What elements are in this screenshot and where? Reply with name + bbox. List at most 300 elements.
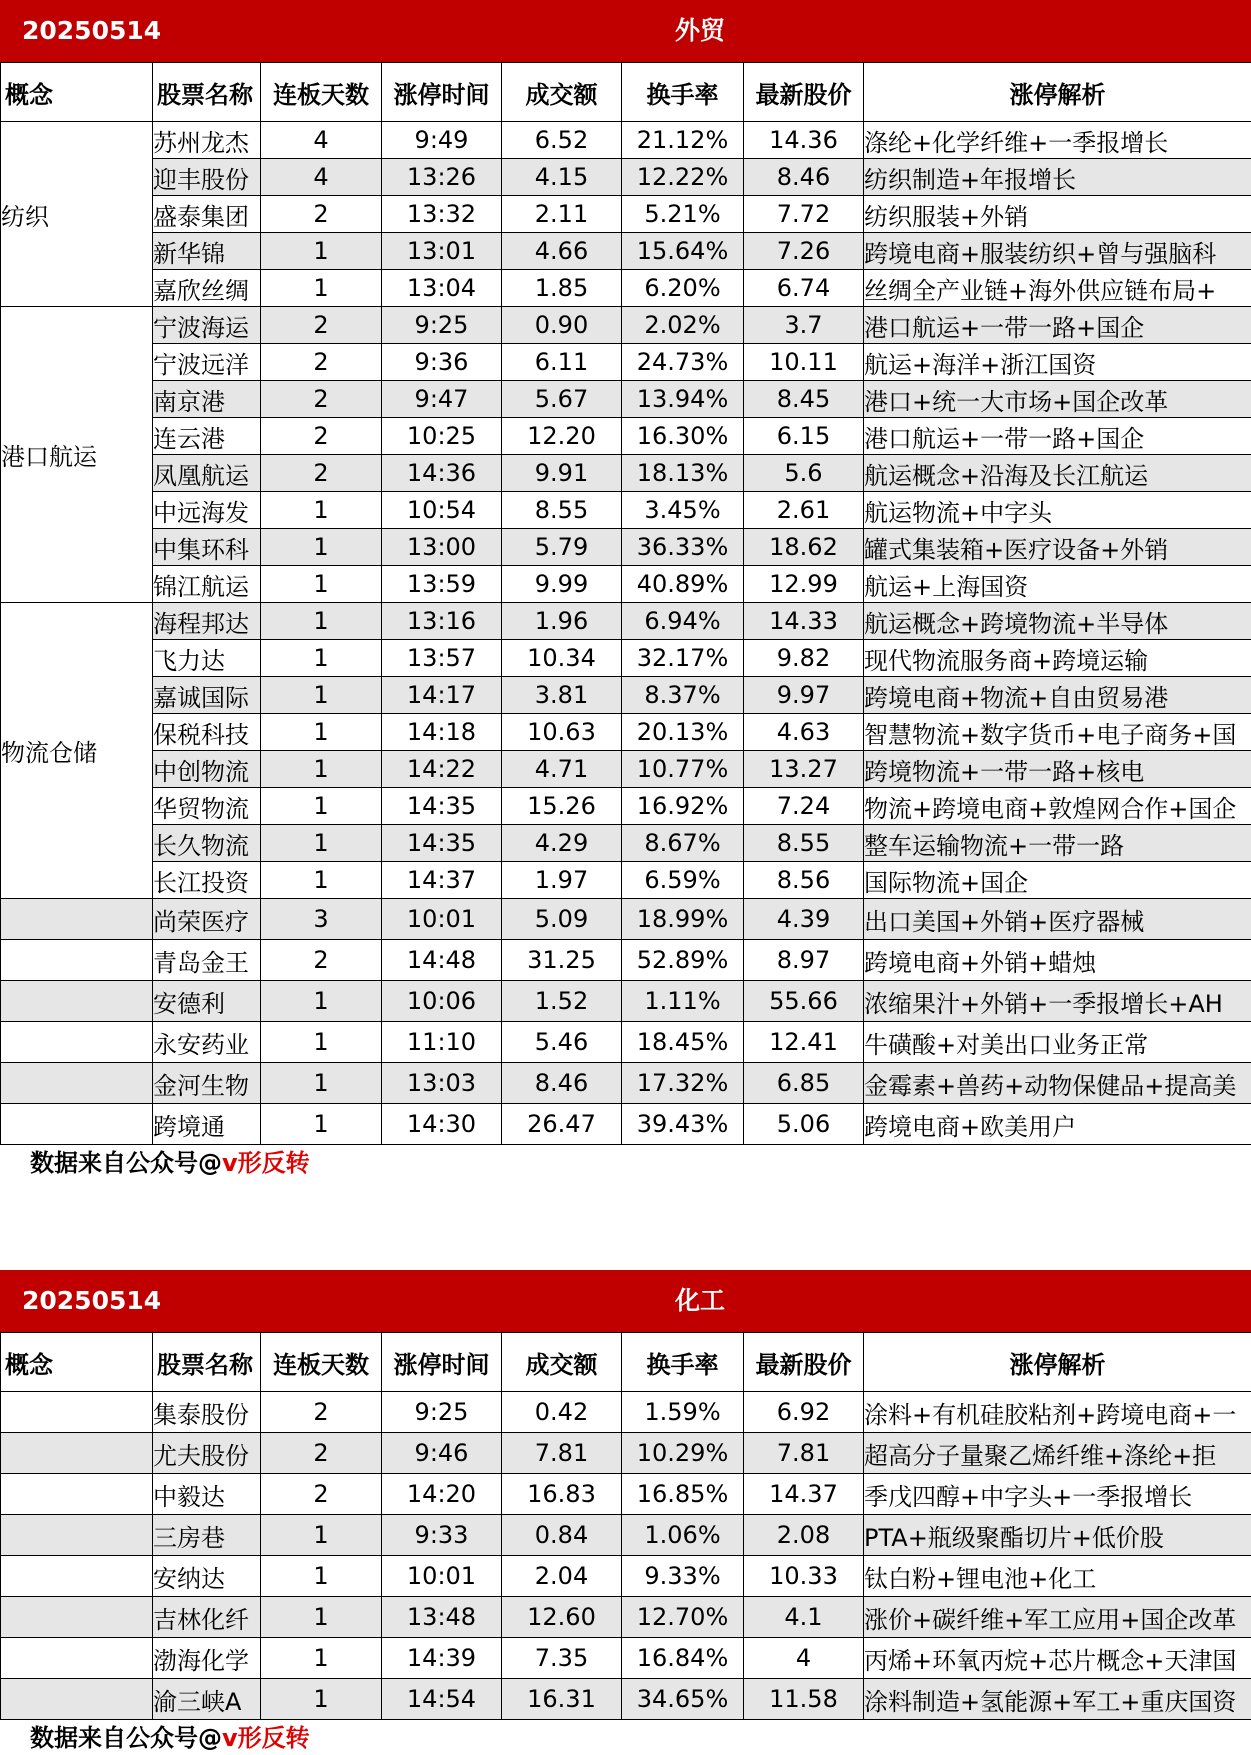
limit-time: 13:00 [382, 529, 502, 566]
table-row [1, 1104, 1251, 1145]
table-row [1, 233, 1251, 270]
limit-time: 14:35 [382, 825, 502, 862]
latest-price: 7.24 [744, 788, 864, 825]
limit-days: 1 [261, 233, 382, 270]
column-header: 连板天数 [261, 63, 382, 122]
turnover-amount: 4.71 [502, 751, 622, 788]
concept-cell [1, 981, 153, 1022]
limit-time: 14:18 [382, 714, 502, 751]
turnover-amount: 2.04 [502, 1556, 622, 1597]
limit-time: 14:54 [382, 1679, 502, 1720]
limit-time: 14:22 [382, 751, 502, 788]
table-row [1, 307, 1251, 344]
table-header-row [1, 1333, 1251, 1392]
limit-analysis: 港口航运+一带一路+国企 [864, 418, 1251, 455]
latest-price: 7.81 [744, 1433, 864, 1474]
limit-time: 9:47 [382, 381, 502, 418]
limit-time: 14:36 [382, 455, 502, 492]
latest-price: 8.97 [744, 940, 864, 981]
limit-analysis: 跨境电商+欧美用户 [864, 1104, 1251, 1145]
limit-time: 14:39 [382, 1638, 502, 1679]
turnover-rate: 32.17% [622, 640, 744, 677]
latest-price: 11.58 [744, 1679, 864, 1720]
turnover-rate: 6.59% [622, 862, 744, 899]
table-row [1, 1638, 1251, 1679]
section-title-bar [0, 1270, 1251, 1332]
limit-analysis: 金霉素+兽药+动物保健品+提高美 [864, 1063, 1251, 1104]
column-header: 涨停解析 [864, 1333, 1251, 1392]
limit-time: 13:57 [382, 640, 502, 677]
latest-price: 13.27 [744, 751, 864, 788]
table-row [1, 788, 1251, 825]
turnover-amount: 10.63 [502, 714, 622, 751]
stock-name: 吉林化纤 [153, 1597, 261, 1638]
limit-days: 1 [261, 1515, 382, 1556]
stock-name: 保税科技 [153, 714, 261, 751]
concept-cell [1, 1638, 153, 1679]
table-row [1, 1022, 1251, 1063]
stock-name: 长久物流 [153, 825, 261, 862]
table-row [1, 899, 1251, 940]
limit-analysis: 超高分子量聚乙烯纤维+涤纶+拒 [864, 1433, 1251, 1474]
limit-days: 2 [261, 344, 382, 381]
limit-analysis: 跨境电商+外销+蜡烛 [864, 940, 1251, 981]
limit-time: 9:25 [382, 307, 502, 344]
concept-cell [1, 1104, 153, 1145]
limit-days: 1 [261, 1556, 382, 1597]
turnover-amount: 5.46 [502, 1022, 622, 1063]
limit-analysis: 国际物流+国企 [864, 862, 1251, 899]
limit-analysis: PTA+瓶级聚酯切片+低价股 [864, 1515, 1251, 1556]
limit-days: 1 [261, 1022, 382, 1063]
limit-time: 14:30 [382, 1104, 502, 1145]
latest-price: 10.11 [744, 344, 864, 381]
table-row [1, 940, 1251, 981]
latest-price: 4.39 [744, 899, 864, 940]
stock-name: 渤海化学 [153, 1638, 261, 1679]
turnover-amount: 4.29 [502, 825, 622, 862]
limit-analysis: 丝绸全产业链+海外供应链布局+ [864, 270, 1251, 307]
concept-cell [1, 1556, 153, 1597]
stock-name: 新华锦 [153, 233, 261, 270]
limit-analysis: 物流+跨境电商+敦煌网合作+国企 [864, 788, 1251, 825]
limit-time: 9:33 [382, 1515, 502, 1556]
stock-name: 飞力达 [153, 640, 261, 677]
stock-name: 嘉欣丝绸 [153, 270, 261, 307]
table-row [1, 981, 1251, 1022]
limit-days: 2 [261, 196, 382, 233]
table-row [1, 1063, 1251, 1104]
limit-days: 2 [261, 1474, 382, 1515]
source-credit [30, 1146, 310, 1180]
section-title-bar [0, 0, 1251, 62]
concept-cell [1, 940, 153, 981]
turnover-amount: 10.34 [502, 640, 622, 677]
table-row [1, 1474, 1251, 1515]
turnover-rate: 1.06% [622, 1515, 744, 1556]
turnover-rate: 12.70% [622, 1597, 744, 1638]
latest-price: 7.26 [744, 233, 864, 270]
stock-name: 南京港 [153, 381, 261, 418]
table-row [1, 751, 1251, 788]
table-row [1, 640, 1251, 677]
limit-analysis: 涂料制造+氢能源+军工+重庆国资 [864, 1679, 1251, 1720]
turnover-amount: 12.20 [502, 418, 622, 455]
limit-time: 9:49 [382, 122, 502, 159]
latest-price: 14.36 [744, 122, 864, 159]
stock-name: 尚荣医疗 [153, 899, 261, 940]
limit-days: 1 [261, 862, 382, 899]
limit-analysis: 港口+统一大市场+国企改革 [864, 381, 1251, 418]
limit-analysis: 纺织服装+外销 [864, 196, 1251, 233]
latest-price: 5.06 [744, 1104, 864, 1145]
concept-cell [1, 1597, 153, 1638]
limit-days: 2 [261, 381, 382, 418]
limit-time: 13:59 [382, 566, 502, 603]
column-header: 连板天数 [261, 1333, 382, 1392]
turnover-amount: 5.09 [502, 899, 622, 940]
table-row [1, 1597, 1251, 1638]
latest-price: 8.55 [744, 825, 864, 862]
report-date: 20250514 [22, 1270, 161, 1332]
concept-cell [1, 1063, 153, 1104]
table-row [1, 714, 1251, 751]
stock-name: 中远海发 [153, 492, 261, 529]
turnover-amount: 31.25 [502, 940, 622, 981]
limit-analysis: 航运+上海国资 [864, 566, 1251, 603]
stock-name: 凤凰航运 [153, 455, 261, 492]
limit-days: 1 [261, 1104, 382, 1145]
column-header: 最新股价 [744, 63, 864, 122]
table-row [1, 1556, 1251, 1597]
table-row [1, 677, 1251, 714]
latest-price: 2.61 [744, 492, 864, 529]
limit-analysis: 智慧物流+数字货币+电子商务+国 [864, 714, 1251, 751]
turnover-amount: 7.81 [502, 1433, 622, 1474]
limit-analysis: 牛磺酸+对美出口业务正常 [864, 1022, 1251, 1063]
limit-time: 14:20 [382, 1474, 502, 1515]
limit-days: 1 [261, 677, 382, 714]
turnover-rate: 1.59% [622, 1392, 744, 1433]
turnover-amount: 4.15 [502, 159, 622, 196]
stock-name: 中创物流 [153, 751, 261, 788]
stock-name: 三房巷 [153, 1515, 261, 1556]
latest-price: 14.33 [744, 603, 864, 640]
stock-name: 跨境通 [153, 1104, 261, 1145]
stock-name: 集泰股份 [153, 1392, 261, 1433]
turnover-rate: 8.37% [622, 677, 744, 714]
table-row [1, 122, 1251, 159]
turnover-rate: 8.67% [622, 825, 744, 862]
turnover-rate: 15.64% [622, 233, 744, 270]
limit-analysis: 涨价+碳纤维+军工应用+国企改革 [864, 1597, 1251, 1638]
limit-days: 1 [261, 1679, 382, 1720]
stock-name: 宁波远洋 [153, 344, 261, 381]
column-header: 股票名称 [153, 63, 261, 122]
stock-name: 锦江航运 [153, 566, 261, 603]
stock-name: 长江投资 [153, 862, 261, 899]
latest-price: 8.45 [744, 381, 864, 418]
turnover-rate: 1.11% [622, 981, 744, 1022]
turnover-rate: 17.32% [622, 1063, 744, 1104]
column-header: 涨停时间 [382, 63, 502, 122]
source-prefix: 数据来自公众号@ [30, 1149, 222, 1177]
turnover-amount: 8.46 [502, 1063, 622, 1104]
turnover-rate: 16.92% [622, 788, 744, 825]
turnover-rate: 9.33% [622, 1556, 744, 1597]
limit-analysis: 丙烯+环氧丙烷+芯片概念+天津国 [864, 1638, 1251, 1679]
limit-analysis: 现代物流服务商+跨境运输 [864, 640, 1251, 677]
limit-time: 9:46 [382, 1433, 502, 1474]
stock-name: 嘉诚国际 [153, 677, 261, 714]
concept-cell [1, 899, 153, 940]
source-credit [30, 1721, 310, 1755]
report-date: 20250514 [22, 0, 161, 62]
limit-time: 10:01 [382, 1556, 502, 1597]
table-row [1, 455, 1251, 492]
table-row [1, 529, 1251, 566]
table-row [1, 159, 1251, 196]
section-topic: 外贸 [650, 0, 750, 62]
table-row [1, 418, 1251, 455]
turnover-amount: 15.26 [502, 788, 622, 825]
limit-days: 2 [261, 1433, 382, 1474]
turnover-rate: 18.45% [622, 1022, 744, 1063]
stock-name: 安德利 [153, 981, 261, 1022]
turnover-rate: 21.12% [622, 122, 744, 159]
limit-days: 1 [261, 566, 382, 603]
turnover-rate: 52.89% [622, 940, 744, 981]
turnover-amount: 0.90 [502, 307, 622, 344]
latest-price: 55.66 [744, 981, 864, 1022]
turnover-rate: 40.89% [622, 566, 744, 603]
limit-analysis: 整车运输物流+一带一路 [864, 825, 1251, 862]
concept-cell: 港口航运 [1, 307, 153, 603]
limit-time: 10:06 [382, 981, 502, 1022]
stock-name: 渝三峡A [153, 1679, 261, 1720]
turnover-amount: 0.84 [502, 1515, 622, 1556]
latest-price: 4.63 [744, 714, 864, 751]
turnover-rate: 36.33% [622, 529, 744, 566]
limit-time: 10:54 [382, 492, 502, 529]
table-row [1, 1679, 1251, 1720]
turnover-rate: 2.02% [622, 307, 744, 344]
column-header: 最新股价 [744, 1333, 864, 1392]
latest-price: 18.62 [744, 529, 864, 566]
stock-name: 华贸物流 [153, 788, 261, 825]
turnover-amount: 16.83 [502, 1474, 622, 1515]
turnover-rate: 5.21% [622, 196, 744, 233]
stock-name: 苏州龙杰 [153, 122, 261, 159]
latest-price: 12.99 [744, 566, 864, 603]
table-row [1, 270, 1251, 307]
table-row [1, 862, 1251, 899]
limit-analysis: 航运+海洋+浙江国资 [864, 344, 1251, 381]
turnover-rate: 10.29% [622, 1433, 744, 1474]
latest-price: 4 [744, 1638, 864, 1679]
table-row [1, 825, 1251, 862]
limit-time: 14:17 [382, 677, 502, 714]
latest-price: 2.08 [744, 1515, 864, 1556]
limit-analysis: 航运概念+沿海及长江航运 [864, 455, 1251, 492]
limit-time: 9:36 [382, 344, 502, 381]
limit-days: 2 [261, 940, 382, 981]
limit-time: 9:25 [382, 1392, 502, 1433]
turnover-rate: 16.85% [622, 1474, 744, 1515]
latest-price: 5.6 [744, 455, 864, 492]
turnover-rate: 18.13% [622, 455, 744, 492]
turnover-amount: 3.81 [502, 677, 622, 714]
limit-days: 2 [261, 1392, 382, 1433]
column-header: 涨停解析 [864, 63, 1251, 122]
limit-days: 1 [261, 751, 382, 788]
table-row [1, 1433, 1251, 1474]
limit-days: 1 [261, 1638, 382, 1679]
limit-days: 1 [261, 825, 382, 862]
limit-analysis: 季戊四醇+中字头+一季报增长 [864, 1474, 1251, 1515]
latest-price: 8.46 [744, 159, 864, 196]
limit-analysis: 纺织制造+年报增长 [864, 159, 1251, 196]
turnover-amount: 1.52 [502, 981, 622, 1022]
table-row [1, 1392, 1251, 1433]
column-header: 换手率 [622, 63, 744, 122]
limit-time: 13:01 [382, 233, 502, 270]
turnover-rate: 6.20% [622, 270, 744, 307]
turnover-amount: 4.66 [502, 233, 622, 270]
turnover-rate: 24.73% [622, 344, 744, 381]
stock-name: 海程邦达 [153, 603, 261, 640]
turnover-amount: 12.60 [502, 1597, 622, 1638]
concept-cell [1, 1474, 153, 1515]
turnover-rate: 6.94% [622, 603, 744, 640]
turnover-rate: 12.22% [622, 159, 744, 196]
turnover-amount: 2.11 [502, 196, 622, 233]
limit-analysis: 浓缩果汁+外销+一季报增长+AH [864, 981, 1251, 1022]
limit-time: 13:32 [382, 196, 502, 233]
turnover-amount: 16.31 [502, 1679, 622, 1720]
column-header: 概念 [1, 1333, 153, 1392]
latest-price: 8.56 [744, 862, 864, 899]
limit-time: 14:37 [382, 862, 502, 899]
latest-price: 6.15 [744, 418, 864, 455]
stock-name: 安纳达 [153, 1556, 261, 1597]
turnover-amount: 9.99 [502, 566, 622, 603]
limit-up-table [0, 62, 1251, 1145]
limit-analysis: 涂料+有机硅胶粘剂+跨境电商+一 [864, 1392, 1251, 1433]
table-row [1, 566, 1251, 603]
column-header: 换手率 [622, 1333, 744, 1392]
limit-time: 10:01 [382, 899, 502, 940]
table-row [1, 344, 1251, 381]
source-prefix: 数据来自公众号@ [30, 1724, 222, 1752]
limit-analysis: 跨境物流+一带一路+核电 [864, 751, 1251, 788]
limit-analysis: 跨境电商+服装纺织+曾与强脑科 [864, 233, 1251, 270]
stock-name: 永安药业 [153, 1022, 261, 1063]
limit-days: 1 [261, 1063, 382, 1104]
limit-analysis: 港口航运+一带一路+国企 [864, 307, 1251, 344]
turnover-amount: 5.67 [502, 381, 622, 418]
latest-price: 3.7 [744, 307, 864, 344]
turnover-rate: 13.94% [622, 381, 744, 418]
limit-days: 1 [261, 1597, 382, 1638]
column-header: 成交额 [502, 63, 622, 122]
turnover-amount: 8.55 [502, 492, 622, 529]
limit-days: 4 [261, 159, 382, 196]
limit-days: 1 [261, 714, 382, 751]
limit-analysis: 钛白粉+锂电池+化工 [864, 1556, 1251, 1597]
latest-price: 4.1 [744, 1597, 864, 1638]
turnover-rate: 16.84% [622, 1638, 744, 1679]
concept-cell: 物流仓储 [1, 603, 153, 899]
column-header: 概念 [1, 63, 153, 122]
limit-time: 13:48 [382, 1597, 502, 1638]
latest-price: 12.41 [744, 1022, 864, 1063]
limit-analysis: 航运物流+中字头 [864, 492, 1251, 529]
limit-time: 11:10 [382, 1022, 502, 1063]
latest-price: 6.92 [744, 1392, 864, 1433]
limit-analysis: 航运概念+跨境物流+半导体 [864, 603, 1251, 640]
stock-name: 宁波海运 [153, 307, 261, 344]
limit-analysis: 出口美国+外销+医疗器械 [864, 899, 1251, 940]
stock-name: 青岛金王 [153, 940, 261, 981]
stock-name: 中毅达 [153, 1474, 261, 1515]
turnover-amount: 7.35 [502, 1638, 622, 1679]
limit-days: 4 [261, 122, 382, 159]
column-header: 成交额 [502, 1333, 622, 1392]
turnover-rate: 10.77% [622, 751, 744, 788]
source-brand: v形反转 [222, 1724, 310, 1752]
turnover-rate: 18.99% [622, 899, 744, 940]
latest-price: 9.97 [744, 677, 864, 714]
turnover-rate: 34.65% [622, 1679, 744, 1720]
concept-cell [1, 1679, 153, 1720]
latest-price: 7.72 [744, 196, 864, 233]
limit-days: 3 [261, 899, 382, 940]
limit-time: 10:25 [382, 418, 502, 455]
latest-price: 10.33 [744, 1556, 864, 1597]
turnover-amount: 1.85 [502, 270, 622, 307]
turnover-amount: 9.91 [502, 455, 622, 492]
limit-days: 1 [261, 270, 382, 307]
column-header: 股票名称 [153, 1333, 261, 1392]
limit-time: 13:03 [382, 1063, 502, 1104]
turnover-amount: 6.11 [502, 344, 622, 381]
limit-up-table [0, 1332, 1251, 1720]
limit-analysis: 罐式集装箱+医疗设备+外销 [864, 529, 1251, 566]
turnover-rate: 20.13% [622, 714, 744, 751]
turnover-amount: 1.97 [502, 862, 622, 899]
table-row [1, 603, 1251, 640]
latest-price: 14.37 [744, 1474, 864, 1515]
turnover-amount: 5.79 [502, 529, 622, 566]
limit-days: 1 [261, 529, 382, 566]
limit-time: 14:35 [382, 788, 502, 825]
latest-price: 6.85 [744, 1063, 864, 1104]
limit-days: 1 [261, 640, 382, 677]
turnover-rate: 3.45% [622, 492, 744, 529]
limit-time: 13:04 [382, 270, 502, 307]
source-brand: v形反转 [222, 1149, 310, 1177]
limit-days: 2 [261, 418, 382, 455]
concept-cell [1, 1022, 153, 1063]
limit-days: 1 [261, 492, 382, 529]
stock-name: 连云港 [153, 418, 261, 455]
table-row [1, 1515, 1251, 1556]
stock-name: 盛泰集团 [153, 196, 261, 233]
table-row [1, 492, 1251, 529]
table-row [1, 196, 1251, 233]
concept-cell [1, 1515, 153, 1556]
